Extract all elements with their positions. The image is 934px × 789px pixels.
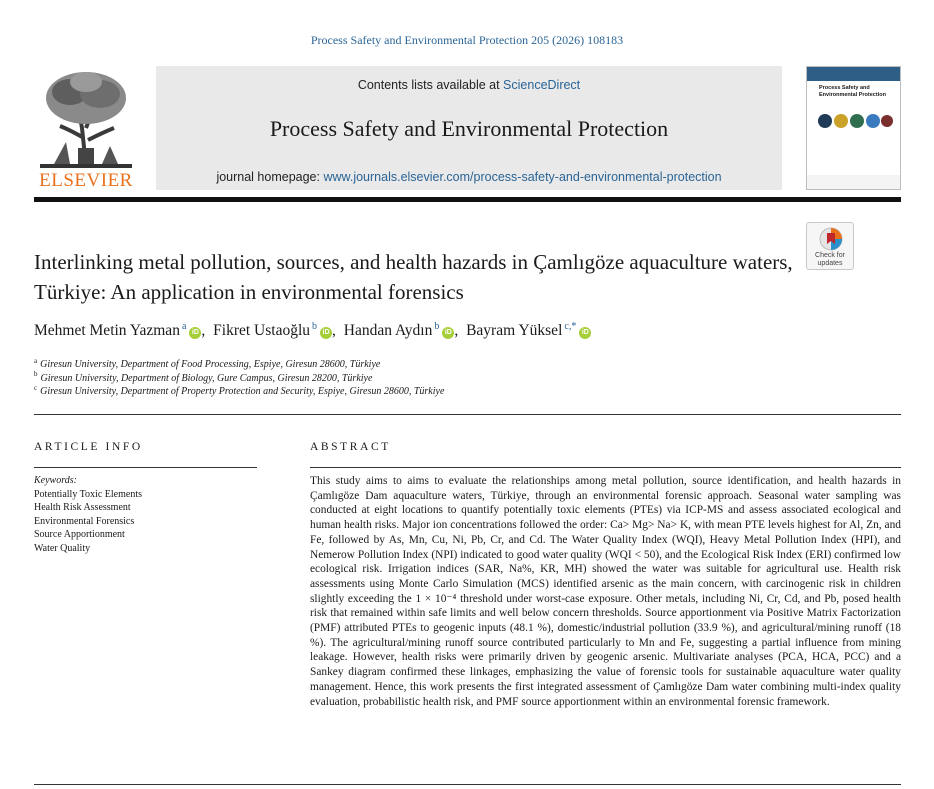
elsevier-tree-icon — [40, 68, 132, 168]
journal-cover-thumbnail[interactable] — [806, 66, 901, 190]
orcid-icon[interactable]: iD — [189, 327, 201, 339]
elsevier-logo[interactable] — [34, 66, 138, 190]
elsevier-wordmark: ELSEVIER — [39, 170, 133, 191]
orcid-icon[interactable]: iD — [579, 327, 591, 339]
cover-title: Process Safety and Environmental Protection — [819, 85, 886, 98]
author-affil-sup[interactable]: a — [181, 320, 187, 332]
affiliations — [34, 358, 894, 399]
author-name[interactable]: Bayram Yüksel — [466, 322, 563, 339]
article-title: Interlinking metal pollution, sources, and health hazards in Çamlıgöze aquaculture waters, Türkiye: An application in environmental forensics — [34, 250, 793, 304]
author-affil-sup[interactable]: b — [312, 320, 318, 332]
keywords-label: Keywords: — [34, 475, 77, 486]
abstract-heading: ABSTRACT — [310, 441, 391, 453]
abstract-panel — [310, 467, 901, 709]
affiliation-label: a — [34, 356, 38, 365]
affiliations-rule — [34, 414, 901, 415]
header-rule — [34, 197, 901, 202]
cover-images-icon — [817, 113, 895, 129]
author-list: Mehmet Metin Yazman $^a$iD , Fikret Ustaoğlu $^b$iD , Handan Aydın $^b$iD , Bayram Yüksel $^{c,*}$iD — [34, 322, 894, 340]
journal-citation[interactable]: Process Safety and Environmental Protection 205 (2026) 108183 — [310, 33, 624, 47]
keyword-item: Health Risk Assessment — [34, 502, 131, 513]
keyword-item: Potentially Toxic Elements — [34, 488, 142, 500]
journal-header-panel — [156, 66, 782, 190]
affiliation-text: Giresun University, Department of Food Processing, Espiye, Giresun 28600, Türkiye — [40, 359, 381, 370]
article-info-heading: ARTICLE INFO — [34, 441, 143, 453]
orcid-icon[interactable]: iD — [320, 327, 332, 339]
abstract-text: This study aims to aims to evaluate the relationships among metal pollution, source identification, and health hazards in Çamlıgöze Dam aquaculture waters, Türkiye, through an environmental forensic approach. Seasonal water sampling was conducted at eight locations to quantify potentially toxic elements (PTEs) via ICP-MS and assess associated ecological and human health risks. Major ion concentrations followed the order: Ca> Mg> Na> K, with mean PTE levels highest for Al, Zn, and Fe, followed by As, Mn, Cu, Ni, Pb, Cr, and Cd. The Water Quality Index (WQI), Heavy Metal Pollution Index (HPI), and Nemerow Pollution Index (NPI) indicated to good water quality (WQI < 50), and the Ecological Risk Index (ERI) confirmed low ecological risk. Irrigation indices (SAR, Na%, KR, MH) showed the water was suitable for agricultural use. Health risk assessments using Monte Carlo Simulation (MCS) identified arsenic as the main concern, with carcinogenic risk in children slightly exceeding the 1 × 10⁻⁴ threshold under worst-case exposure. Other metals, including Ni, Cr, Cd, and Pb, posed health risk that remained within safe limits and well below concern thresholds. Source apportionment via Positive Matrix Factorization (PMF) attributed PTEs to geogenic inputs (48.1 %), domestic/industrial pollution (33.9 %), and agricultural/mining runoff (18 %). The agricultural/mining runoff source contributed particularly to Mn and Fe, suggesting a partial influence from mining leakage. However, health risks were primarily driven by geogenic arsenic. Multivariate analyses (PCA, HCA, PCC) and a Sankey diagram confirmed these linkages, emphasizing the value of forensic tools for sustainable aquaculture water quality management. Hence, this work presents the first integrated assessment of Çamlıgöze Dam water combining multi-index quality evaluation, probabilistic health risk, and PMF source apportionment within an environmental forensic framework. — [310, 475, 901, 708]
journal-homepage-link[interactable]: www.journals.elsevier.com/process-safety-and-environmental-protection — [323, 170, 722, 184]
bookmark-icon — [819, 227, 843, 251]
contents-prefix: Contents lists available at — [357, 78, 504, 92]
author-affil-sup[interactable]: b — [434, 320, 440, 332]
affiliation-text: Giresun University, Department of Property Protection and Security, Espiye, Giresun 28600, Türkiye — [40, 386, 445, 397]
author-name[interactable]: Mehmet Metin Yazman — [34, 322, 180, 339]
homepage-prefix: journal homepage: — [216, 170, 324, 184]
affiliation-item — [34, 358, 894, 372]
sciencedirect-link[interactable]: ScienceDirect — [503, 78, 581, 92]
affiliation-label: b — [34, 370, 38, 379]
author-affil-sup[interactable]: c,* — [564, 320, 577, 332]
orcid-icon[interactable]: iD — [442, 327, 454, 339]
keywords-panel — [34, 467, 257, 555]
journal-name: Process Safety and Environmental Protection — [269, 116, 669, 141]
author-name[interactable]: Fikret Ustaoğlu — [213, 322, 311, 339]
author-name[interactable]: Handan Aydın — [343, 322, 433, 339]
cover-footer — [807, 175, 900, 189]
homepage-line — [156, 170, 782, 184]
affiliation-item — [34, 385, 894, 399]
affiliation-item — [34, 372, 894, 386]
keyword-item: Source Apportionment — [34, 529, 125, 540]
affiliation-text: Giresun University, Department of Biology, Gure Campus, Giresun 28200, Türkiye — [40, 372, 373, 384]
check-for-updates-button[interactable] — [806, 222, 854, 270]
cover-header-band — [807, 67, 900, 81]
check-updates-label: Check for updates — [815, 252, 845, 267]
contents-line — [156, 78, 782, 92]
affiliation-label: c — [34, 383, 38, 392]
keyword-item: Environmental Forensics — [34, 515, 135, 527]
abstract-end-rule — [34, 784, 901, 785]
masthead — [34, 66, 901, 190]
keyword-item: Water Quality — [34, 542, 91, 554]
